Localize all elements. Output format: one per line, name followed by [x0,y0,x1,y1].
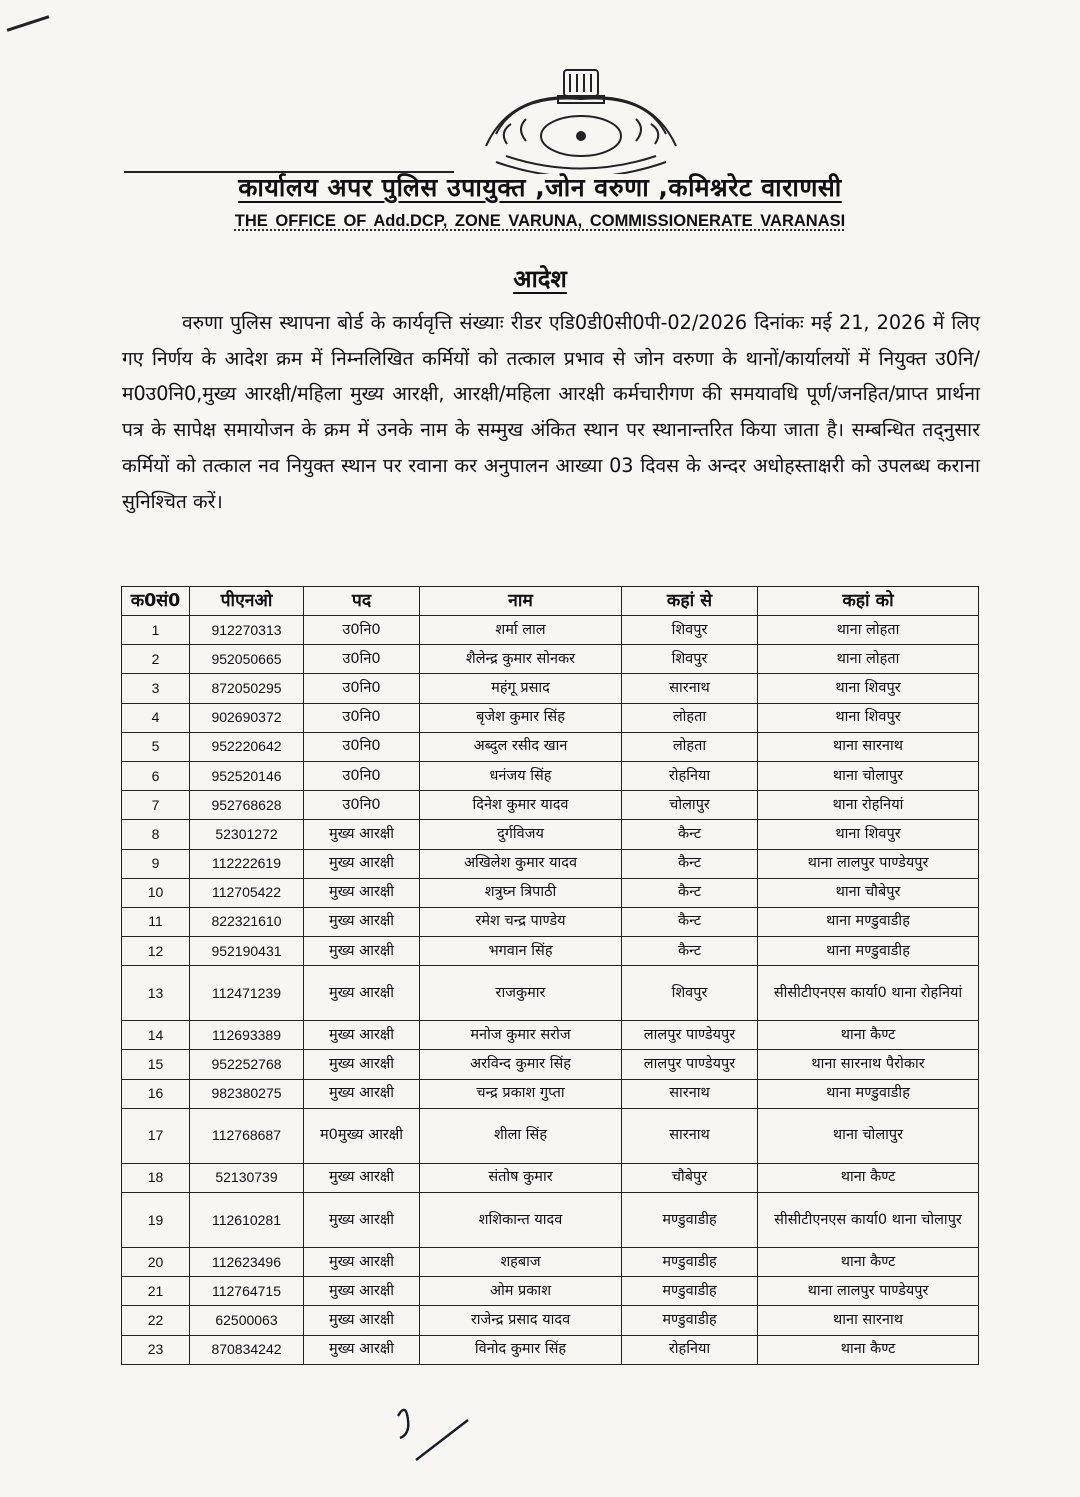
cell-pno: 952252768 [190,1050,304,1079]
cell-pno: 952190431 [190,937,304,966]
cell-post: उ0नि0 [304,791,420,820]
cell-serial: 4 [122,703,190,732]
cell-to: थाना सारनाथ [758,732,979,761]
cell-pno: 872050295 [190,674,304,703]
cell-to: थाना कैण्ट [758,1335,979,1364]
cell-to: थाना सारनाथ पैरोकार [758,1050,979,1079]
table-row [122,1193,979,1248]
table-row [122,966,979,1021]
cell-post: मुख्य आरक्षी [304,966,420,1021]
cell-from: रोहनिया [622,761,758,790]
cell-from: कैन्ट [622,907,758,936]
cell-name: शीला सिंह [420,1108,622,1163]
cell-post: उ0नि0 [304,761,420,790]
police-emblem-icon [466,64,696,174]
cell-pno: 112705422 [190,878,304,907]
cell-name: दिनेश कुमार यादव [420,791,622,820]
cell-from: मण्डुवाडीह [622,1306,758,1335]
cell-pno: 982380275 [190,1079,304,1108]
cell-pno: 912270313 [190,616,304,645]
cell-name: मनोज कुमार सरोज [420,1021,622,1050]
cell-from: सारनाथ [622,674,758,703]
cell-to: थाना शिवपुर [758,674,979,703]
office-title-english: THE OFFICE OF Add.DCP, ZONE VARUNA, COMMISSIONERATE VARANASI [234,212,846,230]
table-row [122,1163,979,1192]
cell-from: चोलापुर [622,791,758,820]
cell-from: शिवपुर [622,966,758,1021]
table-row [122,1050,979,1079]
cell-to: थाना लोहता [758,645,979,674]
cell-serial: 1 [122,616,190,645]
cell-name: अब्दुल रसीद खान [420,732,622,761]
cell-post: मुख्य आरक्षी [304,1021,420,1050]
cell-serial: 13 [122,966,190,1021]
cell-name: शत्रुघ्न त्रिपाठी [420,878,622,907]
office-title-hindi: कार्यालय अपर पुलिस उपायुक्त ,जोन वरुणा ,कमिश्नरेट वाराणसी [238,173,842,202]
cell-serial: 23 [122,1335,190,1364]
cell-serial: 10 [122,878,190,907]
cell-post: मुख्य आरक्षी [304,1163,420,1192]
cell-serial: 8 [122,820,190,849]
cell-post: उ0नि0 [304,703,420,732]
order-heading: आदेश [513,265,567,293]
cell-pno: 52301272 [190,820,304,849]
table-row [122,703,979,732]
cell-to: सीसीटीएनएस कार्या0 थाना चोलापुर [758,1193,979,1248]
cell-pno: 822321610 [190,907,304,936]
cell-serial: 14 [122,1021,190,1050]
cell-post: मुख्य आरक्षी [304,878,420,907]
cell-post: मुख्य आरक्षी [304,937,420,966]
cell-pno: 62500063 [190,1306,304,1335]
cell-serial: 17 [122,1108,190,1163]
cell-to: थाना सारनाथ [758,1306,979,1335]
cell-pno: 112610281 [190,1193,304,1248]
col-header-serial: क0सं0 [122,587,190,616]
cell-name: महंगू प्रसाद [420,674,622,703]
cell-from: कैन्ट [622,937,758,966]
cell-pno: 952768628 [190,791,304,820]
cell-serial: 11 [122,907,190,936]
cell-name: धनंजय सिंह [420,761,622,790]
cell-pno: 902690372 [190,703,304,732]
cell-to: थाना कैण्ट [758,1163,979,1192]
cell-pno: 112623496 [190,1248,304,1277]
table-row [122,878,979,907]
cell-name: शशिकान्त यादव [420,1193,622,1248]
order-body: वरुणा पुलिस स्थापना बोर्ड के कार्यवृत्ति संख्याः रीडर एडि0डी0सी0पी-02/2026 दिनांकः मई 21, 2026 में लिए गए निर्णय के आदेश क्रम में निम्नलिखित कर्मियों को तत्काल प्रभाव से जोन वरुणा के थानों/कार्यालयों में नियुक्त उ0नि/म0उ0नि0,मुख्य आरक्षी/महिला मुख्य आरक्षी, आरक्षी/महिला आरक्षी कर्मचारीगण की समयावधि पूर्ण/जनहित/प्राप्त प्रार्थना पत्र के सापेक्ष समायोजन के क्रम में उनके नाम के सम्मुख अंकित स्थान पर स्थानान्तरित किया जाता है। सम्बन्धित तद्नुसार कर्मियों को तत्काल नव नियुक्त स्थान पर रवाना कर अनुपालन आख्या 03 दिवस के अन्दर अधोहस्ताक्षरी को उपलब्ध कराना सुनिश्चित करें। [122,311,980,513]
table-row [122,1306,979,1335]
cell-name: शर्मा लाल [420,616,622,645]
cell-name: शैलेन्द्र कुमार सोनकर [420,645,622,674]
cell-serial: 18 [122,1163,190,1192]
cell-to: थाना लालपुर पाण्डेयपुर [758,1277,979,1306]
table-row [122,849,979,878]
table-row [122,674,979,703]
table-header-row [122,587,979,616]
cell-name: ओम प्रकाश [420,1277,622,1306]
signature-mark [388,1398,478,1468]
cell-serial: 6 [122,761,190,790]
cell-serial: 12 [122,937,190,966]
cell-serial: 2 [122,645,190,674]
cell-post: मुख्य आरक्षी [304,820,420,849]
cell-serial: 20 [122,1248,190,1277]
cell-post: उ0नि0 [304,732,420,761]
cell-post: मुख्य आरक्षी [304,849,420,878]
cell-post: उ0नि0 [304,645,420,674]
cell-pno: 52130739 [190,1163,304,1192]
cell-name: राजेन्द्र प्रसाद यादव [420,1306,622,1335]
table-row [122,791,979,820]
pen-mark [7,15,50,31]
table-row [122,1021,979,1050]
cell-serial: 7 [122,791,190,820]
cell-post: मुख्य आरक्षी [304,907,420,936]
cell-serial: 16 [122,1079,190,1108]
cell-post: मुख्य आरक्षी [304,1306,420,1335]
cell-from: मण्डुवाडीह [622,1248,758,1277]
cell-to: थाना शिवपुर [758,820,979,849]
cell-post: मुख्य आरक्षी [304,1193,420,1248]
cell-from: लोहता [622,732,758,761]
cell-name: राजकुमार [420,966,622,1021]
table-row [122,1277,979,1306]
cell-name: चन्द्र प्रकाश गुप्ता [420,1079,622,1108]
cell-name: अखिलेश कुमार यादव [420,849,622,878]
cell-to: सीसीटीएनएस कार्या0 थाना रोहनियां [758,966,979,1021]
cell-to: थाना शिवपुर [758,703,979,732]
cell-post: मुख्य आरक्षी [304,1050,420,1079]
cell-pno: 112764715 [190,1277,304,1306]
cell-name: अरविन्द कुमार सिंह [420,1050,622,1079]
cell-pno: 112768687 [190,1108,304,1163]
transfer-table [121,586,979,1365]
table-row [122,937,979,966]
cell-to: थाना कैण्ट [758,1021,979,1050]
cell-pno: 112222619 [190,849,304,878]
col-header-name: नाम [420,587,622,616]
cell-pno: 952050665 [190,645,304,674]
cell-to: थाना मण्डुवाडीह [758,937,979,966]
cell-name: शहबाज [420,1248,622,1277]
table-row [122,1335,979,1364]
cell-name: विनोद कुमार सिंह [420,1335,622,1364]
cell-pno: 870834242 [190,1335,304,1364]
cell-from: कैन्ट [622,820,758,849]
table-body [122,616,979,1365]
table-row [122,732,979,761]
cell-from: सारनाथ [622,1079,758,1108]
col-header-post: पद [304,587,420,616]
cell-pno: 952220642 [190,732,304,761]
cell-from: लालपुर पाण्डेयपुर [622,1021,758,1050]
cell-from: सारनाथ [622,1108,758,1163]
cell-serial: 9 [122,849,190,878]
cell-serial: 21 [122,1277,190,1306]
cell-to: थाना मण्डुवाडीह [758,907,979,936]
cell-name: संतोष कुमार [420,1163,622,1192]
col-header-pno: पीएनओ [190,587,304,616]
cell-from: रोहनिया [622,1335,758,1364]
cell-post: मुख्य आरक्षी [304,1335,420,1364]
col-header-from: कहां से [622,587,758,616]
col-header-to: कहां को [758,587,979,616]
table-row [122,820,979,849]
cell-serial: 22 [122,1306,190,1335]
cell-post: मुख्य आरक्षी [304,1277,420,1306]
cell-post: मुख्य आरक्षी [304,1248,420,1277]
cell-from: शिवपुर [622,616,758,645]
cell-to: थाना चौबेपुर [758,878,979,907]
cell-post: मुख्य आरक्षी [304,1079,420,1108]
table-row [122,761,979,790]
cell-serial: 15 [122,1050,190,1079]
table-row [122,907,979,936]
cell-post: उ0नि0 [304,674,420,703]
cell-from: मण्डुवाडीह [622,1193,758,1248]
table-row [122,1108,979,1163]
cell-to: थाना मण्डुवाडीह [758,1079,979,1108]
cell-to: थाना कैण्ट [758,1248,979,1277]
cell-from: कैन्ट [622,849,758,878]
cell-to: थाना लोहता [758,616,979,645]
cell-post: उ0नि0 [304,616,420,645]
cell-pno: 952520146 [190,761,304,790]
cell-from: चौबेपुर [622,1163,758,1192]
cell-name: रमेश चन्द्र पाण्डेय [420,907,622,936]
table-row [122,645,979,674]
table-row [122,1079,979,1108]
cell-to: थाना लालपुर पाण्डेयपुर [758,849,979,878]
cell-post: म0मुख्य आरक्षी [304,1108,420,1163]
cell-name: बृजेश कुमार सिंह [420,703,622,732]
cell-serial: 3 [122,674,190,703]
cell-to: थाना चोलापुर [758,761,979,790]
cell-name: भगवान सिंह [420,937,622,966]
cell-serial: 5 [122,732,190,761]
table-row [122,616,979,645]
cell-pno: 112471239 [190,966,304,1021]
cell-to: थाना चोलापुर [758,1108,979,1163]
cell-from: शिवपुर [622,645,758,674]
cell-pno: 112693389 [190,1021,304,1050]
cell-from: कैन्ट [622,878,758,907]
cell-from: लालपुर पाण्डेयपुर [622,1050,758,1079]
cell-to: थाना रोहनियां [758,791,979,820]
cell-from: लोहता [622,703,758,732]
cell-serial: 19 [122,1193,190,1248]
cell-name: दुर्गविजय [420,820,622,849]
cell-from: मण्डुवाडीह [622,1277,758,1306]
table-row [122,1248,979,1277]
